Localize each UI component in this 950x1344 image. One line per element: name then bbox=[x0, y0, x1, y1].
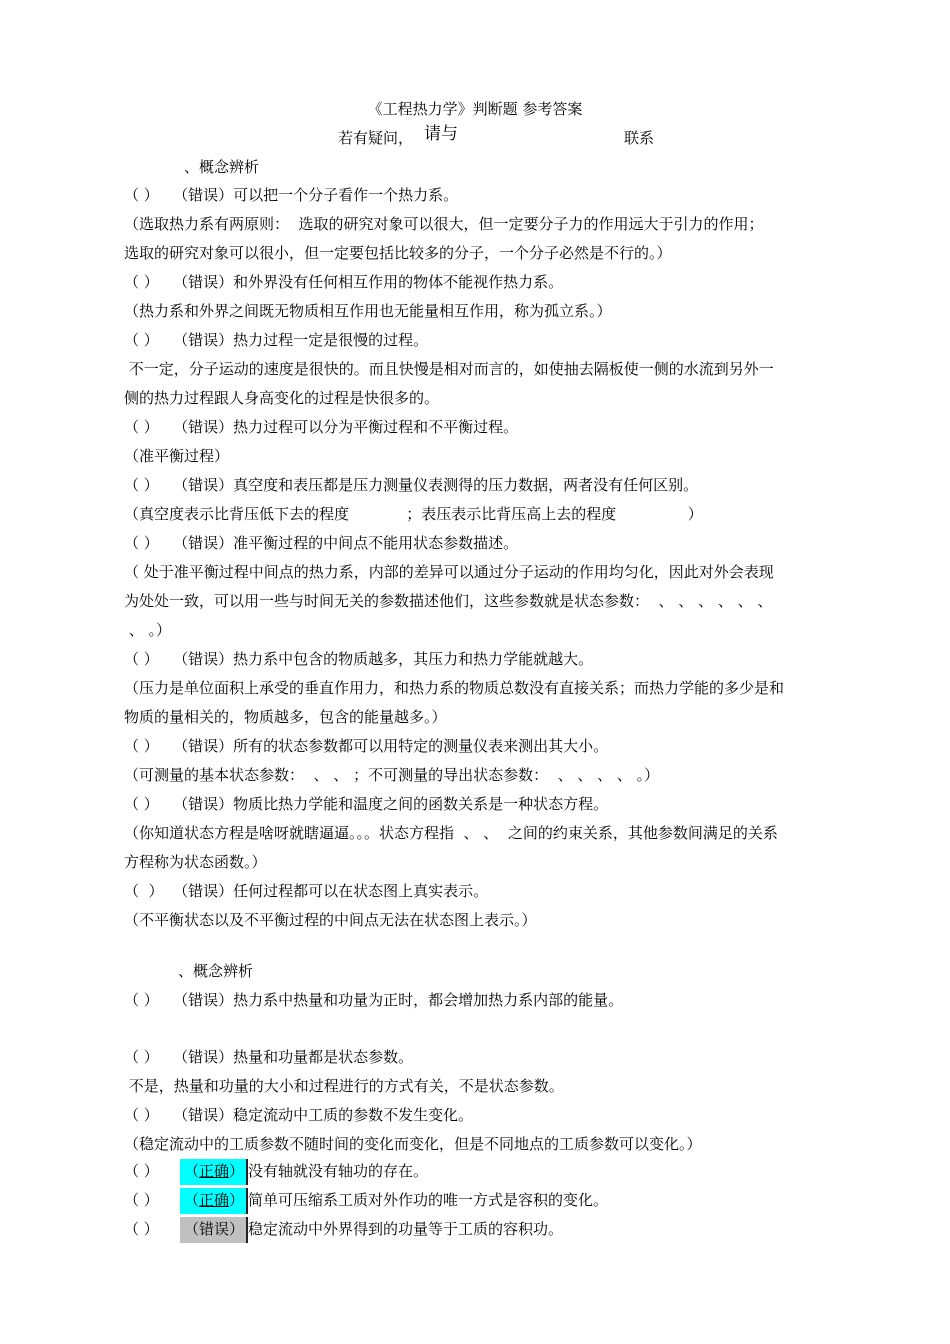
answer-prefix: （ ） bbox=[124, 1191, 159, 1209]
answer-line bbox=[124, 1159, 428, 1185]
text-line: 不一定，分子运动的速度是很快的。而且快慢是相对而言的，如使抽去隔板使一侧的水流到另外一 bbox=[124, 360, 774, 378]
text-line: （你知道状态方程是啥呀就瞎逼逼。。。状态方程指 、 、 之间的约束关系，其他参数间满足的关系 bbox=[124, 824, 778, 842]
text-line: （ ） （错误）任何过程都可以在状态图上真实表示。 bbox=[124, 882, 489, 900]
text-line: （ ） （错误）所有的状态参数都可以用特定的测量仪表来测出其大小。 bbox=[124, 737, 609, 755]
text-line: （稳定流动中的工质参数不随时间的变化而变化，但是不同地点的工质参数可以变化。） bbox=[124, 1135, 702, 1153]
answer-line bbox=[124, 1217, 563, 1243]
verdict-close-paren: ） bbox=[229, 1220, 245, 1238]
text-line: （不平衡状态以及不平衡过程的中间点无法在状态图上表示。） bbox=[124, 911, 537, 929]
verdict-close-paren: ） bbox=[229, 1191, 245, 1209]
text-line: （压力是单位面积上承受的垂直作用力，和热力系的物质总数没有直接关系；而热力学能的多少是和 bbox=[124, 679, 785, 697]
text-line: （ ） （错误）热力过程可以分为平衡过程和不平衡过程。 bbox=[124, 418, 519, 436]
answer-text: 没有轴就没有轴功的存在。 bbox=[248, 1162, 429, 1180]
section-heading: 、概念辨析 bbox=[178, 962, 254, 980]
text-line: （选取热力系有两原则： 选取的研究对象可以很大，但一定要分子力的作用远大于引力的作用； bbox=[124, 215, 764, 233]
text-line: （ ） （错误）热力过程一定是很慢的过程。 bbox=[124, 331, 429, 349]
answer-prefix: （ ） bbox=[124, 1220, 159, 1238]
text-line: （ ） （错误）热力系中热量和功量为正时，都会增加热力系内部的能量。 bbox=[124, 991, 624, 1009]
verdict-label: 错误 bbox=[199, 1220, 230, 1238]
text-line: 不是，热量和功量的大小和过程进行的方式有关，不是状态参数。 bbox=[124, 1077, 564, 1095]
text-line: 侧的热力过程跟人身高变化的过程是快很多的。 bbox=[124, 389, 440, 407]
text-line: （可测量的基本状态参数： 、 、 ；不可测量的导出状态参数： 、 、 、 、 。） bbox=[124, 766, 660, 784]
text-line: （ ） （错误）可以把一个分子看作一个热力系。 bbox=[124, 186, 459, 204]
contact-text-middle: 请与 bbox=[424, 124, 458, 144]
answer-prefix: （ ） bbox=[124, 1162, 159, 1180]
verdict-close-paren: ） bbox=[229, 1162, 245, 1180]
verdict-label: 正确 bbox=[199, 1162, 230, 1180]
text-line: （准平衡过程） bbox=[124, 447, 230, 465]
text-line: （ ） （错误）准平衡过程的中间点不能用状态参数描述。 bbox=[124, 534, 519, 552]
answer-text: 简单可压缩系工质对外作功的唯一方式是容积的变化。 bbox=[248, 1191, 609, 1209]
verdict-open-paren: （ bbox=[184, 1191, 200, 1209]
contact-text-left: 若有疑问， bbox=[338, 129, 414, 147]
text-line: 物质的量相关的，物质越多，包含的能量越多。） bbox=[124, 708, 447, 726]
answer-line bbox=[124, 1188, 608, 1214]
text-line: （ ） （错误）和外界没有任何相互作用的物体不能视作热力系。 bbox=[124, 273, 564, 291]
document-title: 《工程热力学》判断题 参考答案 bbox=[367, 100, 583, 118]
text-line: 方程称为状态函数。） bbox=[124, 853, 267, 871]
text-line: （ ） （错误）真空度和表压都是压力测量仪表测得的压力数据，两者没有任何区别。 bbox=[124, 476, 699, 494]
text-line: 、 。） bbox=[124, 621, 172, 639]
contact-text-right: 联系 bbox=[624, 129, 655, 147]
text-line: （真空度表示比背压低下去的程度 ；表压表示比背压高上去的程度 ） bbox=[124, 505, 703, 523]
text-line: （热力系和外界之间既无物质相互作用也无能量相互作用，称为孤立系。） bbox=[124, 302, 612, 320]
verdict-open-paren: （ bbox=[184, 1162, 200, 1180]
verdict-label: 正确 bbox=[199, 1191, 230, 1209]
text-line: （ 处于准平衡过程中间点的热力系，内部的差异可以通过分子运动的作用均匀化，因此对外会表现 bbox=[124, 563, 774, 581]
text-line: （ ） （错误）物质比热力学能和温度之间的函数关系是一种状态方程。 bbox=[124, 795, 609, 813]
text-line: 选取的研究对象可以很小，但一定要包括比较多的分子，一个分子必然是不行的。） bbox=[124, 244, 672, 262]
text-line: （ ） （错误）稳定流动中工质的参数不发生变化。 bbox=[124, 1106, 474, 1124]
text-line: （ ） （错误）热力系中包含的物质越多，其压力和热力学能就越大。 bbox=[124, 650, 594, 668]
text-line: 为处处一致，可以用一些与时间无关的参数描述他们，这些参数就是状态参数： 、 、 、 、 、 、 bbox=[124, 592, 773, 610]
answer-verdict-highlight bbox=[180, 1217, 248, 1243]
section-heading: 、概念辨析 bbox=[184, 158, 260, 176]
answer-text: 稳定流动中外界得到的功量等于工质的容积功。 bbox=[248, 1220, 564, 1238]
text-line: （ ） （错误）热量和功量都是状态参数。 bbox=[124, 1048, 414, 1066]
answer-verdict-highlight bbox=[180, 1188, 248, 1214]
answer-verdict-highlight bbox=[180, 1159, 248, 1185]
verdict-open-paren: （ bbox=[184, 1220, 200, 1238]
